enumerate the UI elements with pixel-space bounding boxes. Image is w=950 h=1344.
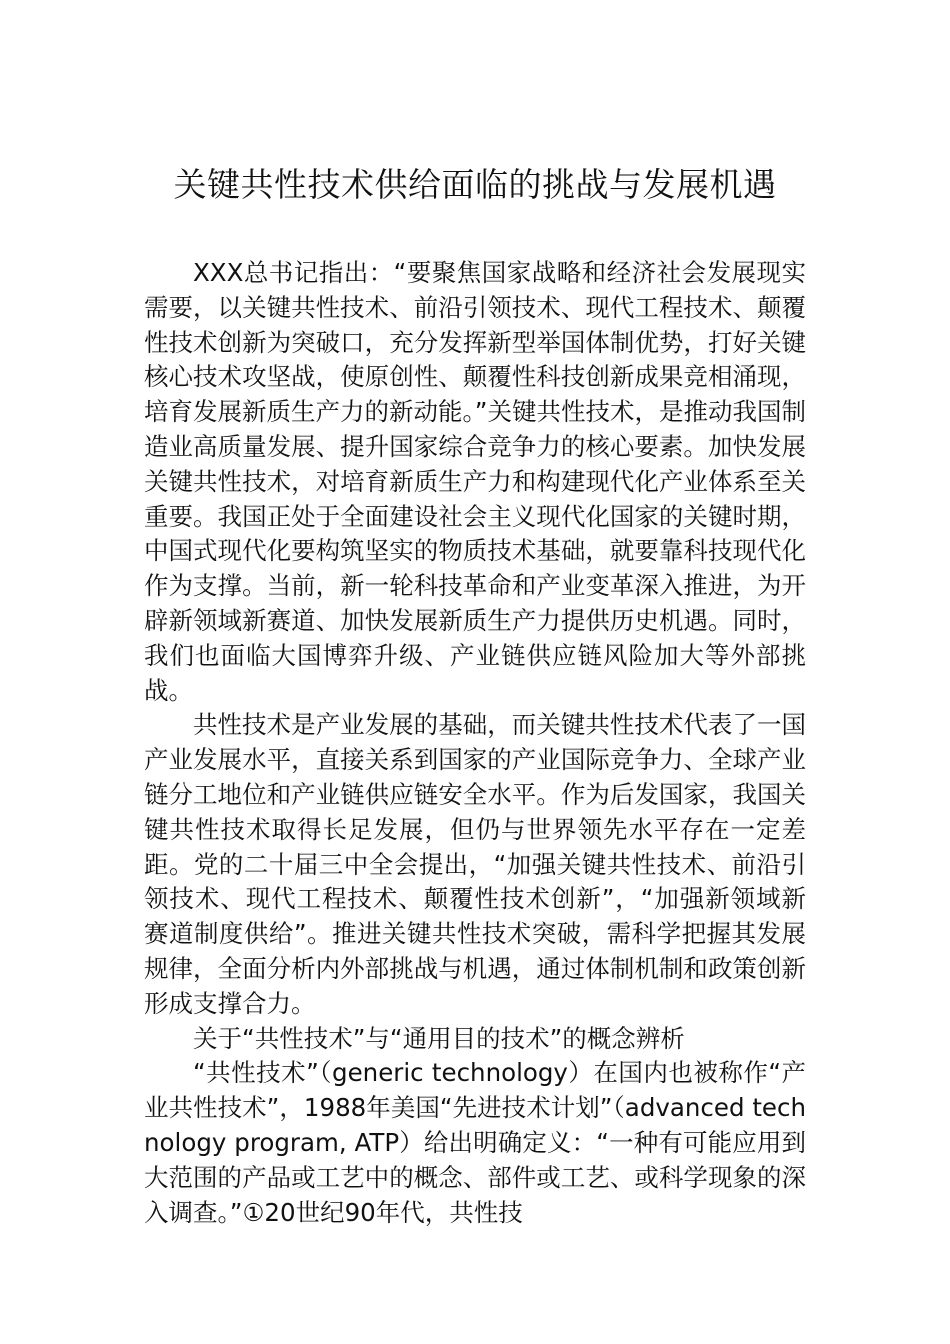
section-heading-concept: 关于“共性技术”与“通用目的技术”的概念辨析 <box>193 1023 685 1053</box>
paragraph-generic-tech-definition: “共性技术”（generic technology）在国内也被称作“产业共性技术”，1988年美国“先进技术计划”（advanced technology program, ATP）给出明确定义：“一种有可能应用到大范围的产品或工艺中的概念、部件或工艺、或科学现象的深入调查。”①20世纪90年代，共性技 <box>144 1058 806 1227</box>
document-body <box>144 256 806 1230</box>
document-title: 关键共性技术供给面临的挑战与发展机遇 <box>173 165 777 204</box>
paragraph-generic-tech-foundation: 共性技术是产业发展的基础，而关键共性技术代表了一国产业发展水平，直接关系到国家的产业国际竞争力、全球产业链分工地位和产业链供应链安全水平。作为后发国家，我国关键共性技术取得长足发展，但仍与世界领先水平存在一定差距。党的二十届三中全会提出，“加强关键共性技术、前沿引领技术、现代工程技术、颠覆性技术创新”，“加强新领域新赛道制度供给”。推进关键共性技术突破，需科学把握其发展规律，全面分析内外部挑战与机遇，通过体制机制和政策创新形成支撑合力。 <box>144 710 806 1018</box>
paragraph-quote-intro: XXX总书记指出：“要聚焦国家战略和经济社会发展现实需要，以关键共性技术、前沿引领技术、现代工程技术、颠覆性技术创新为突破口，充分发挥新型举国体制优势，打好关键核心技术攻坚战，使原创性、颠覆性科技创新成果竞相涌现，培育发展新质生产力的新动能。”关键共性技术，是推动我国制造业高质量发展、提升国家综合竞争力的核心要素。加快发展关键共性技术，对培育新质生产力和构建现代化产业体系至关重要。我国正处于全面建设社会主义现代化国家的关键时期，中国式现代化要构筑坚实的物质技术基础，就要靠科技现代化作为支撑。当前，新一轮科技革命和产业变革深入推进，为开辟新领域新赛道、加快发展新质生产力提供历史机遇。同时，我们也面临大国博弈升级、产业链供应链风险加大等外部挑战。 <box>144 258 806 705</box>
